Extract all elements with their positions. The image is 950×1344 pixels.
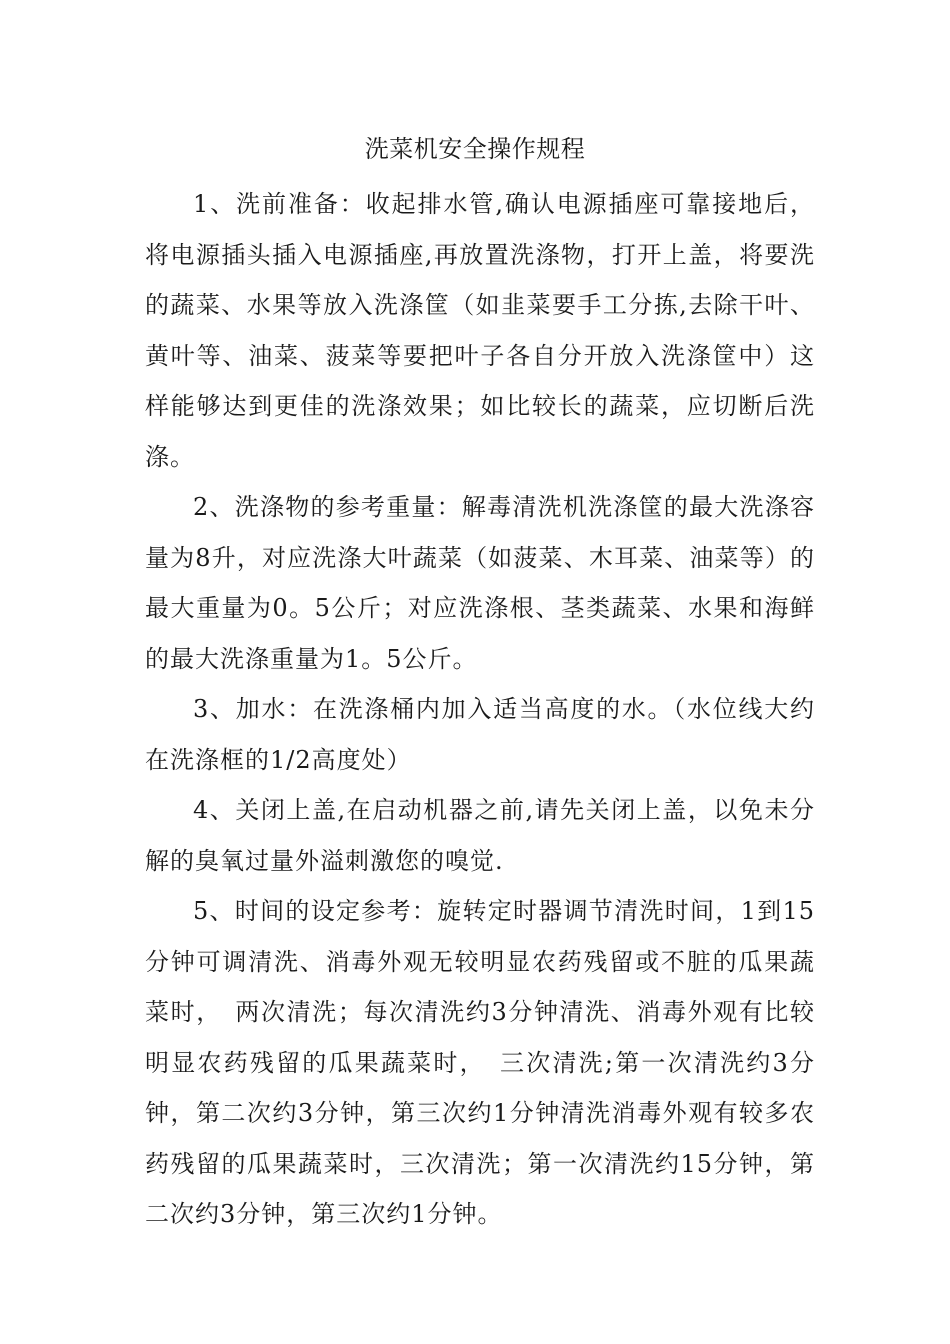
paragraph-5: 5、时间的设定参考：旋转定时器调节清洗时间，1到15分钟可调清洗、消毒外观无较明显农药残留或不脏的瓜果蔬菜时， 两次清洗；每次清洗约3分钟清洗、消毒外观有比较明显农药残留的瓜果蔬菜时， 三次清洗;第一次清洗约3分钟，第二次约3分钟，第三次约1分钟清洗消毒外观有较多农药残留的瓜果蔬菜时，三次清洗；第一次清洗约15分钟，第二次约3分钟，第三次约1分钟。 — [145, 897, 815, 1228]
paragraph-4: 4、关闭上盖,在启动机器之前,请先关闭上盖，以免未分解的臭氧过量外溢刺激您的嗅觉. — [145, 796, 815, 875]
paragraph-2: 2、洗涤物的参考重量：解毒清洗机洗涤筐的最大洗涤容量为8升，对应洗涤大叶蔬菜（如菠菜、木耳菜、油菜等）的最大重量为0。5公斤；对应洗涤根、茎类蔬菜、水果和海鲜的最大洗涤重量为1。5公斤。 — [145, 493, 815, 673]
document-title: 洗菜机安全操作规程 — [364, 135, 586, 163]
paragraph-3: 3、加水：在洗涤桶内加入适当高度的水。（水位线大约在洗涤框的1/2高度处） — [145, 695, 815, 774]
document-body — [145, 179, 815, 1240]
paragraph-1: 1、洗前准备：收起排水管,确认电源插座可靠接地后，将电源插头插入电源插座,再放置洗涤物，打开上盖，将要洗的蔬菜、水果等放入洗涤筐（如韭菜要手工分拣,去除干叶、黄叶等、油菜、菠菜等要把叶子各自分开放入洗涤筐中）这样能够达到更佳的洗涤效果；如比较长的蔬菜，应切断后洗涤。 — [145, 190, 815, 471]
